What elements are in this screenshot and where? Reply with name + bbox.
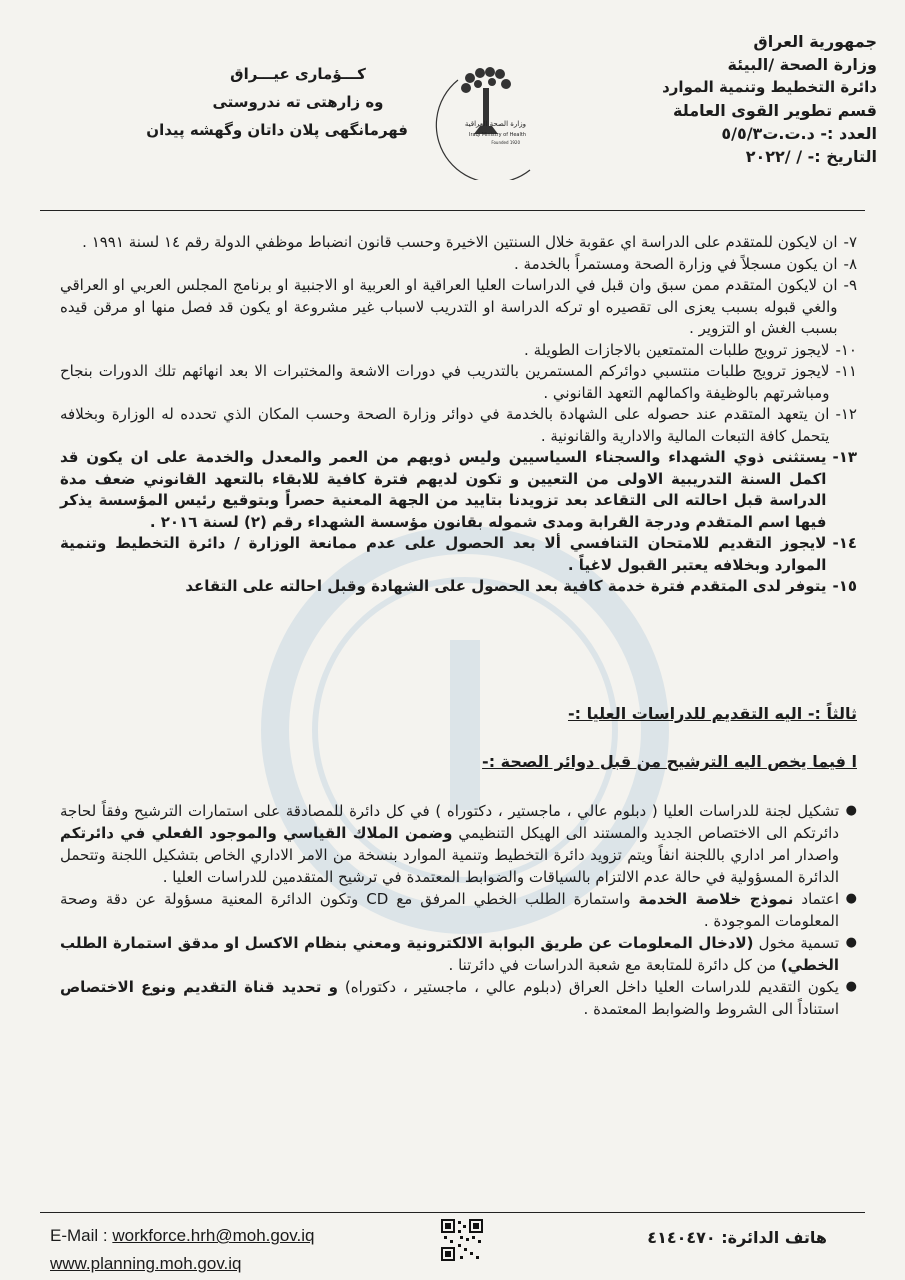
bullet-bold-text: نموذج خلاصة الخدمة	[638, 890, 794, 908]
kurdish-header-line: كـــؤمارى عيـــراق	[230, 65, 366, 83]
website-link[interactable]: www.planning.moh.gov.iq	[50, 1254, 242, 1273]
header-date: التاريخ :- / /٢٠٢٢	[745, 147, 877, 166]
condition-number: ١٣-	[832, 448, 857, 466]
logo-arabic-label: وزارة الصحة العراقية	[464, 120, 526, 128]
bullet-bold-text: و تحديد قناة التقديم ونوع الاختصاص	[60, 978, 338, 996]
condition-item	[60, 576, 857, 598]
header-department: قسم تطوير القوى العاملة	[673, 101, 877, 120]
condition-number: ١٥-	[832, 577, 857, 595]
bullet-text: واستمارة الطلب الخطي المرفق مع CD وتكون الدائرة المعنية مسؤولة عن دقة وصحة المعلومات الموجودة .	[60, 890, 839, 930]
bullet-text: اعتماد	[793, 890, 839, 908]
bullet-text: واصدار امر اداري باللجنة انفاً ويتم تزويد دائرة التخطيط وتنمية الموارد بنسخة من الامر الاداري الخاص بتشكيل اللجنة وتتحمل الدائرة المسؤولية في حالة عدم الالتزام بالسياقات والضوابط المعتمدة في ترشيح المتقدمين للدراسات العليا .	[60, 846, 839, 886]
procedure-bullets	[60, 800, 857, 1020]
header-country: جمهورية العراق	[753, 32, 877, 51]
header-reference-number: العدد :- د.ت.ت٥/٥/٣	[721, 124, 877, 143]
subsection-heading: ا فيما يخص اليه الترشيح من قبل دوائر الصحة :-	[482, 752, 857, 771]
condition-text: ان يتعهد المتقدم عند حصوله على الشهادة بالخدمة في دوائر وزارة الصحة وحسب المكان الذي تحدده له الوزارة وبخلافه يتحمل كافة التبعات المالية والادارية والقانونية .	[60, 405, 830, 445]
condition-number: ٩-	[843, 276, 857, 294]
bullet-text: تشكيل لجنة للدراسات العليا ( دبلوم عالي ، ماجستير ، دكتوراه ) في كل دائرة للمصادقة على استمارات الترشيح وفقاً لحاجة دائرتكم الى الاختصاص الجديد والمستند الى الهيكل التنظيمي	[60, 802, 839, 842]
condition-item	[60, 361, 857, 404]
condition-item	[60, 533, 857, 576]
phone-number: ٤١٤٠٤٧٠	[647, 1228, 716, 1247]
condition-text: لايجوز ترويج طلبات منتسبي دوائركم المستمرين بالتدريب في دورات الاشعة والمختبرات الا بعد انهائهم تلك الدورات بنجاح ومباشرتهم بالوظيفة واكمالهم التعهد القانوني .	[60, 362, 830, 402]
footer-email	[50, 1226, 314, 1246]
condition-text: ان يكون مسجلاً في وزارة الصحة ومستمراً بالخدمة .	[513, 254, 838, 273]
conditions-list	[60, 232, 857, 598]
header-ministry: وزارة الصحة /البيئة	[727, 55, 877, 74]
kurdish-header	[146, 60, 408, 144]
condition-number: ١٤-	[832, 534, 857, 552]
bullet-text: من كل دائرة للمتابعة مع شعبة الدراسات في دائرتنا .	[448, 956, 781, 974]
condition-item	[60, 275, 857, 340]
condition-text: لايجوز ترويج طلبات المتمتعين بالاجازات الطويلة .	[524, 340, 830, 359]
bullet-bold-text: وضمن الملاك القياسي والموجود الفعلي في دائرتكم	[60, 824, 453, 842]
condition-number: ١٢-	[835, 405, 857, 423]
logo-english-label: Iraqi Ministry of Health	[468, 132, 526, 138]
procedure-bullet	[60, 800, 857, 888]
condition-number: ١١-	[835, 362, 857, 380]
condition-item	[60, 232, 857, 254]
procedure-bullet	[60, 976, 857, 1020]
condition-number: ٨-	[843, 254, 857, 273]
condition-item	[60, 404, 857, 447]
ministry-header	[662, 30, 877, 168]
condition-text: ان لايكون المتقدم ممن سبق وان قبل في الدراسات العليا العراقية او العربية او الاجنبية او برنامج المجلس العربي او العراقي والغي قبوله بسبب يعزى الى تقصيره او تركه الدراسة او التدريب لاسباب غير مشروعة او يكون قد فصل منها او مرقن قيده بسبب الغش او التزوير .	[60, 276, 838, 337]
qr-code-icon	[440, 1218, 484, 1262]
bullet-dot-icon: ●	[845, 803, 857, 818]
kurdish-header-line: وه زارهتى ته ندروستى	[212, 93, 384, 111]
bullet-dot-icon: ●	[845, 891, 857, 906]
email-link[interactable]: workforce.hrh@moh.gov.iq	[112, 1226, 315, 1245]
condition-item	[60, 254, 857, 276]
ministry-logo-icon	[430, 60, 550, 180]
procedure-bullet	[60, 888, 857, 932]
header-directorate: دائرة التخطيط وتنمية الموارد	[662, 78, 877, 96]
condition-item	[60, 340, 857, 362]
condition-number: ٧-	[843, 233, 857, 251]
bullet-text: يكون التقديم للدراسات العليا داخل العراق (دبلوم عالي ، ماجستير ، دكتوراه)	[337, 978, 839, 996]
phone-label: هاتف الدائرة:	[721, 1228, 827, 1247]
email-separator: :	[98, 1226, 113, 1245]
bullet-text: تسمية مخول	[753, 934, 840, 952]
bullet-text: استناداً الى الشروط والضوابط المعتمدة .	[583, 1000, 839, 1018]
section-three-heading: ثالثاً :- اليه التقديم للدراسات العليا :-	[567, 704, 857, 723]
bullet-dot-icon: ●	[845, 979, 857, 994]
header-divider	[40, 210, 865, 211]
footer-phone	[647, 1228, 827, 1247]
logo-founded-label: Founded 1920	[491, 140, 520, 145]
condition-text: يستثنى ذوي الشهداء والسجناء السياسيين وليس ذويهم من العمر والمعدل والخدمة على ان يكون قد اكمل السنة التدريبية الاولى من التعيين و تكون لديهم فترة كافية للابقاء بالتعهد القانوني ضعف مدة الدراسة قبل احالته الى التقاعد بعد تزويدنا بتاييد من الجهة المعنية حصراً وبتوقيع رئيس المؤسسة يذكر فيها اسم المتقدم ودرجة القرابة ومدى شموله بقانون مؤسسة الشهداء رقم (٢) لسنة ٢٠١٦ .	[60, 448, 827, 531]
condition-text: يتوفر لدى المتقدم فترة خدمة كافية بعد الحصول على الشهادة وقبل احالته على التقاعد	[185, 577, 827, 595]
condition-text: لايجوز التقديم للامتحان التنافسي ألا بعد الحصول على عدم ممانعة الوزارة / دائرة التخطيط وتنمية الموارد وبخلافه يعتبر القبول لاغياً .	[60, 534, 827, 574]
bullet-bold-text: (لادخال المعلومات عن طريق البوابة الالكترونية ومعني بنظام الاكسل او مدقق استمارة الطلب الخطي)	[60, 934, 839, 974]
bullet-dot-icon: ●	[845, 935, 857, 950]
footer-divider	[40, 1212, 865, 1213]
condition-item	[60, 447, 857, 533]
procedure-bullet	[60, 932, 857, 976]
kurdish-header-line: فهرمانگهى پلان داتان وگهشه پيدان	[146, 121, 408, 139]
condition-number: ١٠-	[835, 340, 857, 359]
condition-text: ان لايكون للمتقدم على الدراسة اي عقوبة خلال السنتين الاخيرة وحسب قانون انضباط موظفي الدولة رقم ١٤ لسنة ١٩٩١ .	[82, 233, 838, 251]
email-label: E-Mail	[50, 1226, 99, 1245]
